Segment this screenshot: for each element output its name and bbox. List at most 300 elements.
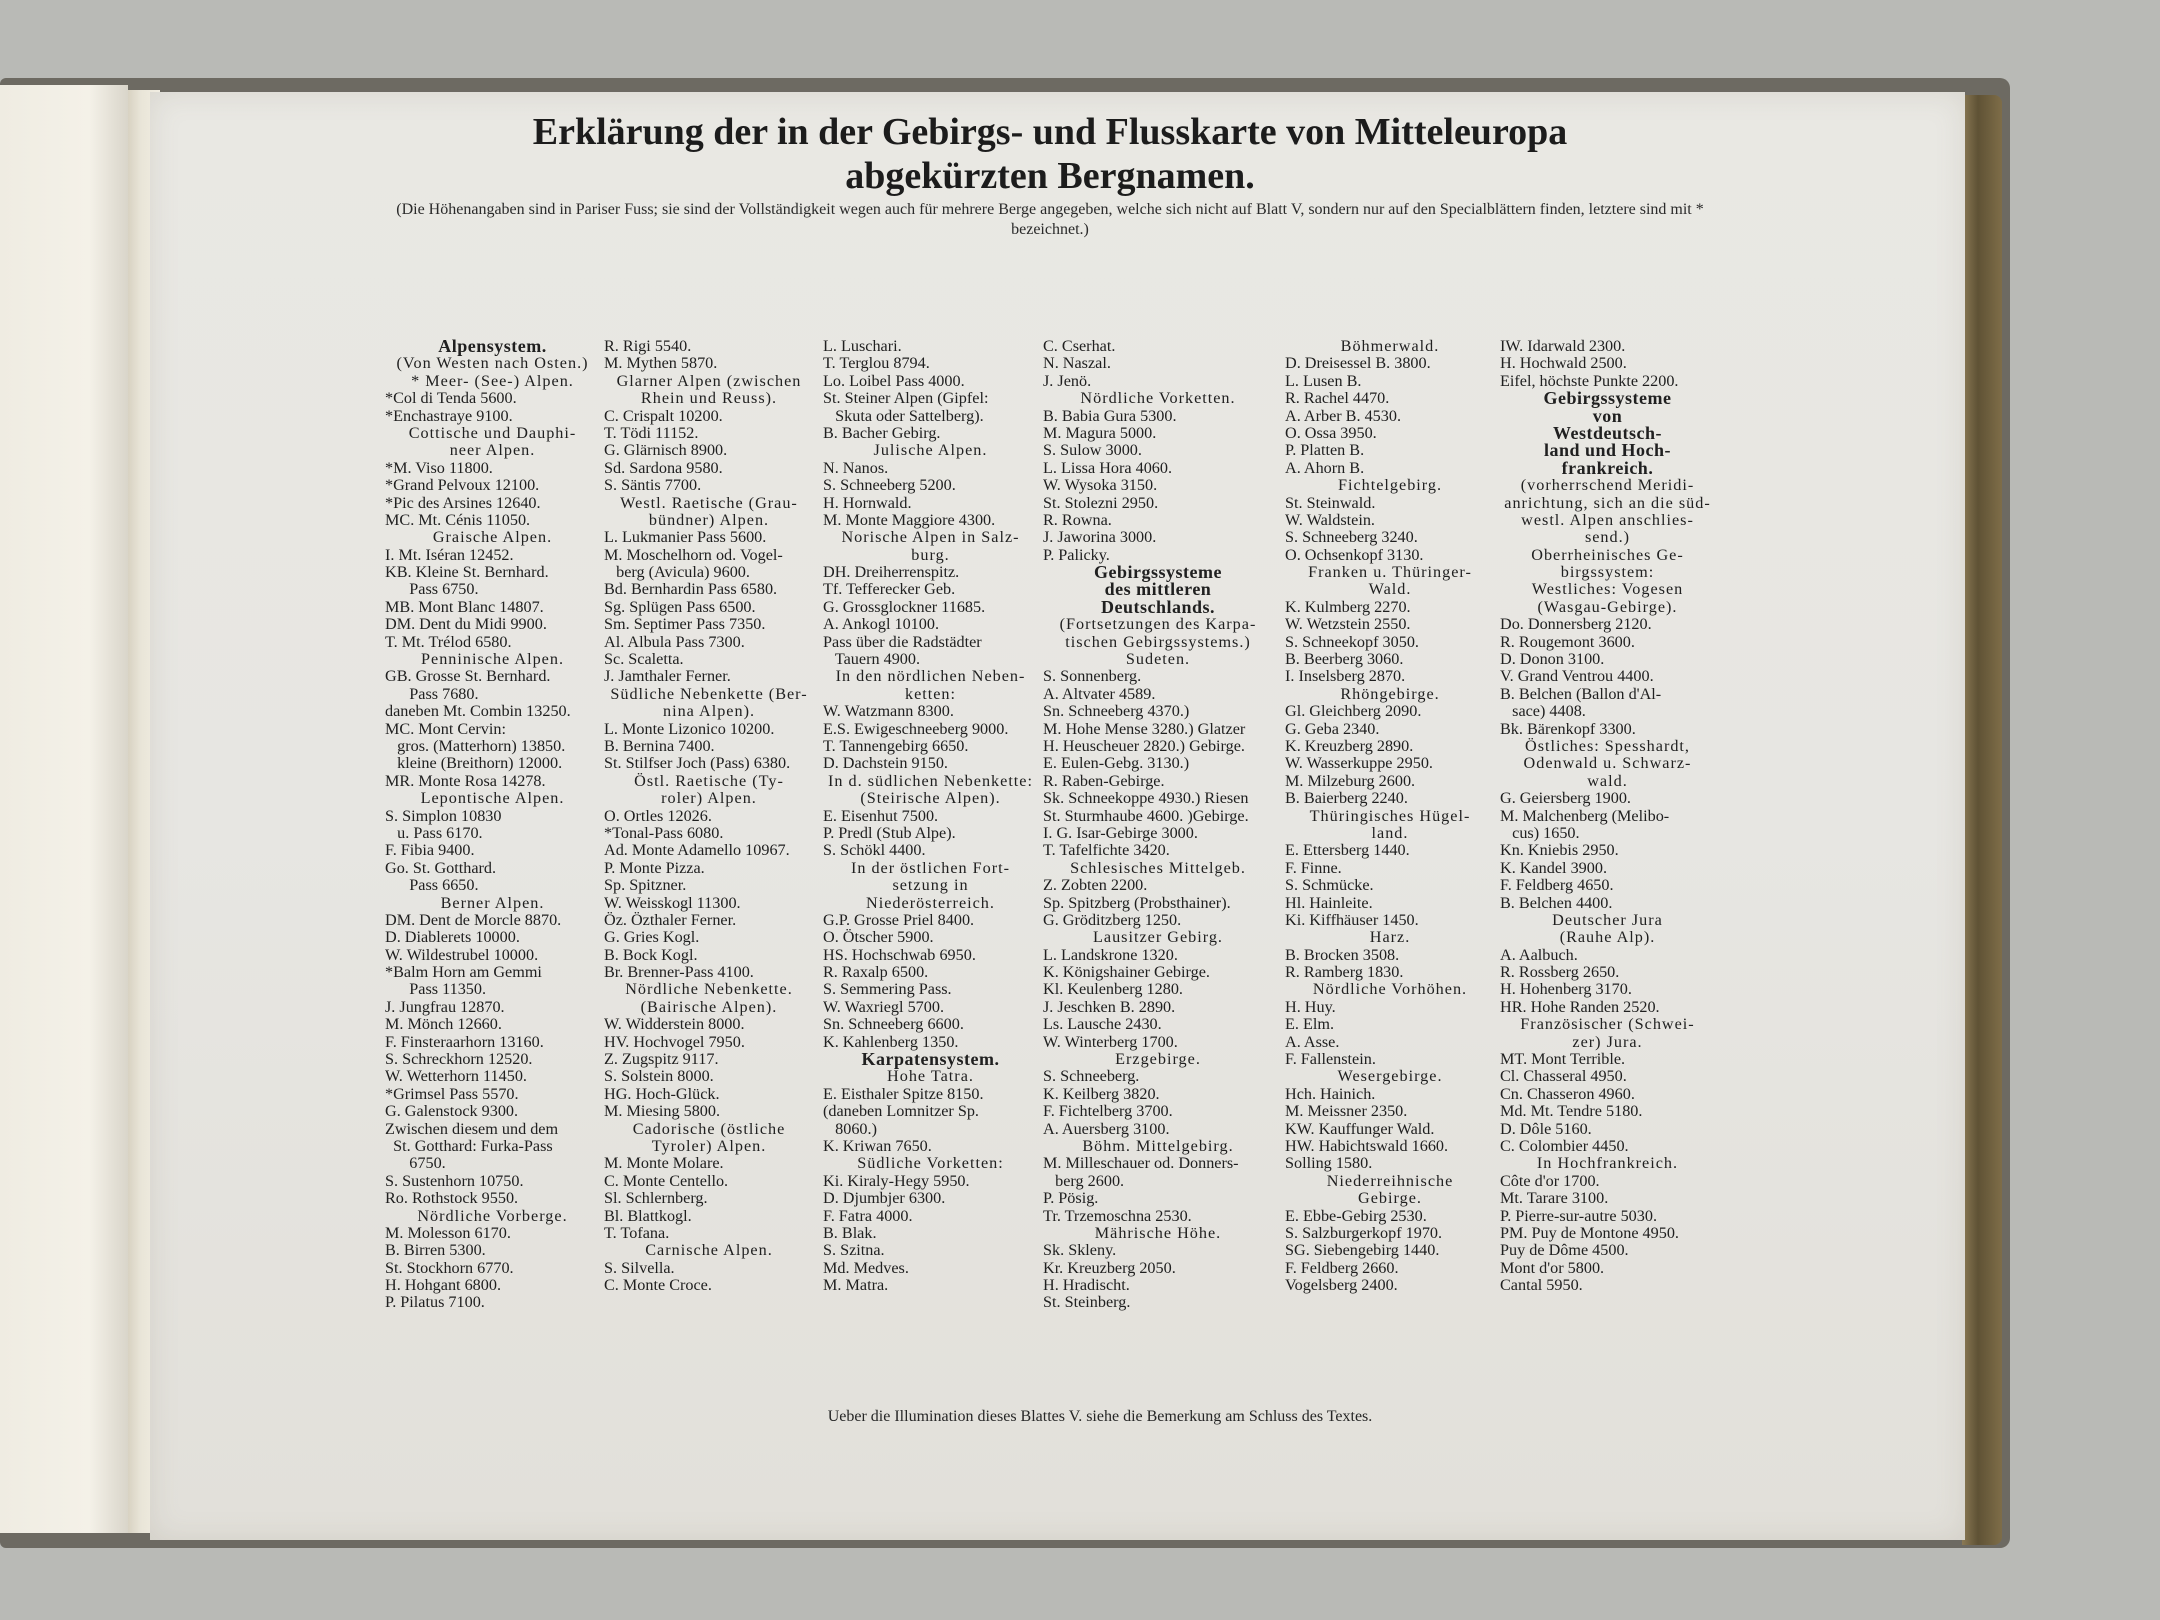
section-heading: (vorherrschend Meridi- [1520, 476, 1695, 495]
section-heading: Südliche Nebenkette (Ber- [610, 684, 808, 703]
mountain-entry: W. Waxriegl 5700. [823, 997, 944, 1016]
mountain-entry: O. Ortles 12026. [604, 806, 712, 825]
section-heading: Harz. [1369, 928, 1411, 947]
mountain-entry: D. Dôle 5160. [1500, 1119, 1592, 1138]
mountain-entry: S. Solstein 8000. [604, 1067, 714, 1086]
mountain-entry: H. Hradischt. [1043, 1276, 1130, 1295]
mountain-entry: L. Luschari. [823, 337, 902, 355]
mountain-entry: M. Monte Maggiore 4300. [823, 510, 996, 529]
mountain-entry: P. Pierre-sur-autre 5030. [1500, 1206, 1658, 1225]
mountain-entry: Kl. Keulenberg 1280. [1043, 980, 1183, 999]
mountain-entry: u. Pass 6170. [385, 823, 483, 842]
mountain-entry: Skuta oder Sattelberg). [823, 406, 984, 425]
column-4 [1043, 338, 1273, 1312]
section-heading: In den nördlichen Neben- [835, 667, 1026, 686]
mountain-entry: St. Steinberg. [1043, 1293, 1131, 1312]
mountain-entry: MT. Mont Terrible. [1500, 1050, 1626, 1069]
section-heading: (Von Westen nach Osten.) [396, 354, 589, 373]
mountain-entry: *Tonal-Pass 6080. [604, 823, 724, 842]
mountain-entry: J. Jaworina 3000. [1043, 528, 1157, 547]
mountain-entry: Hl. Hainleite. [1285, 893, 1373, 912]
section-heading: * Meer- (See-) Alpen. [411, 371, 574, 390]
subtitle-note: (Die Höhenangaben sind in Pariser Fuss; sie sind der Vollständigkeit wegen auch für mehrere Berge angegeben, welche sich nicht auf Blatt V, sondern nur auf den Specialblättern finden, letztere sind mit * bezeichnet.) [396, 201, 1704, 238]
mountain-entry: R. Rowna. [1043, 510, 1112, 529]
mountain-entry: Sd. Sardona 9580. [604, 458, 723, 477]
mountain-entry: Do. Donnersberg 2120. [1500, 615, 1652, 634]
mountain-entry: DM. Dent du Midi 9900. [385, 615, 547, 634]
section-heading: birgssystem: [1560, 563, 1655, 582]
mountain-entry: F. Fichtelberg 3700. [1043, 1102, 1173, 1121]
mountain-entry: M. Mönch 12660. [385, 1015, 502, 1034]
mountain-entry: K. Kandel 3900. [1500, 858, 1607, 877]
mountain-entry: L. Landskrone 1320. [1043, 945, 1178, 964]
mountain-entry: S. Schmücke. [1285, 876, 1374, 895]
column-3 [823, 338, 1038, 1294]
mountain-entry: *Balm Horn am Gemmi [385, 963, 542, 982]
mountain-entry: E. Eulen-Gebg. 3130.) [1043, 754, 1190, 773]
mountain-entry: B. Blak. [823, 1223, 877, 1242]
mountain-entry: E.S. Ewigeschneeberg 9000. [823, 719, 1009, 738]
column-6 [1500, 338, 1715, 1294]
section-heading: (Rauhe Alp). [1559, 928, 1656, 947]
mountain-entry: Ro. Rothstock 9550. [385, 1189, 519, 1208]
section-heading: Fichtelgebirg. [1337, 476, 1443, 495]
mountain-entry: St. Stolezni 2950. [1043, 493, 1159, 512]
mountain-entry: P. Pösig. [1043, 1189, 1099, 1208]
mountain-entry: M. Milleschauer od. Donners- [1043, 1154, 1239, 1173]
section-heading: frankreich. [1561, 457, 1654, 478]
mountain-entry: DM. Dent de Morcle 8870. [385, 910, 562, 929]
mountain-entry: J. Jenö. [1043, 371, 1092, 390]
mountain-entry: berg 2600. [1043, 1171, 1125, 1190]
section-heading: Gebirgssysteme [1094, 562, 1222, 583]
mountain-entry: St. Stilfser Joch (Pass) 6380. [604, 754, 791, 773]
mountain-entry: F. Fatra 4000. [823, 1206, 913, 1225]
mountain-entry: Pass 7680. [385, 684, 479, 703]
mountain-entry: Sl. Schlernberg. [604, 1189, 708, 1208]
mountain-entry: W. Watzmann 8300. [823, 702, 954, 721]
mountain-entry: KW. Kauffunger Wald. [1285, 1119, 1435, 1138]
mountain-entry: 6750. [385, 1154, 446, 1173]
mountain-entry: M. Malchenberg (Melibo- [1500, 806, 1670, 825]
mountain-entry: A. Asse. [1285, 1032, 1340, 1051]
left-page [0, 85, 128, 1533]
section-heading: Wesergebirge. [1337, 1067, 1443, 1086]
mountain-entry: M. Hohe Mense 3280.) Glatzer [1043, 719, 1246, 738]
mountain-entry: W. Wetterhorn 11450. [385, 1067, 527, 1086]
section-heading: (Steirische Alpen). [860, 789, 1001, 808]
mountain-entry: B. Beerberg 3060. [1285, 650, 1404, 669]
mountain-entry: S. Schreckhorn 12520. [385, 1050, 533, 1069]
mountain-entry: E. Eisenhut 7500. [823, 806, 939, 825]
mountain-entry: *Pic des Arsines 12640. [385, 493, 541, 512]
mountain-entry: Côte d'or 1700. [1500, 1171, 1600, 1190]
section-heading: Franken u. Thüringer- [1308, 563, 1472, 582]
mountain-entry: daneben Mt. Combin 13250. [385, 702, 571, 721]
mountain-entry: Cn. Chasseron 4960. [1500, 1084, 1635, 1103]
mountain-entry: S. Säntis 7700. [604, 476, 702, 495]
mountain-entry: N. Nanos. [823, 458, 889, 477]
mountain-entry: Z. Zugspitz 9117. [604, 1050, 719, 1069]
mountain-entry: Al. Albula Pass 7300. [604, 632, 745, 651]
section-heading: roler) Alpen. [661, 789, 757, 808]
mountain-entry: H. Hornwald. [823, 493, 912, 512]
mountain-entry: Pass 6750. [385, 580, 479, 599]
mountain-entry: T. Mt. Trélod 6580. [385, 632, 512, 651]
title-line-2: abgekürzten Bergnamen. [845, 155, 1255, 197]
page-title [300, 110, 1800, 198]
section-heading: Gebirgssysteme [1543, 388, 1672, 409]
section-heading: Französischer (Schwei- [1520, 1015, 1695, 1034]
mountain-entry: HS. Hochschwab 6950. [823, 945, 976, 964]
mountain-entry: E. Ebbe-Gebirg 2530. [1285, 1206, 1427, 1225]
mountain-entry: L. Lissa Hora 4060. [1043, 458, 1173, 477]
mountain-entry: Cl. Chasseral 4950. [1500, 1067, 1627, 1086]
section-heading: tischen Gebirgssystems.) [1065, 632, 1251, 651]
mountain-entry: I. G. Isar-Gebirge 3000. [1043, 823, 1198, 842]
section-heading: Niederösterreich. [866, 893, 995, 912]
section-heading: Oberrheinisches Ge- [1531, 545, 1684, 564]
mountain-entry: P. Pilatus 7100. [385, 1293, 485, 1312]
mountain-entry: G. Glärnisch 8900. [604, 441, 728, 460]
section-heading: In Hochfrankreich. [1536, 1154, 1679, 1173]
mountain-entry: Hch. Hainich. [1285, 1084, 1376, 1103]
mountain-entry: H. Hohenberg 3170. [1500, 980, 1632, 999]
mountain-entry: B. Belchen 4400. [1500, 893, 1613, 912]
mountain-entry: (daneben Lomnitzer Sp. [823, 1102, 979, 1121]
mountain-entry: gros. (Matterhorn) 13850. [385, 736, 566, 755]
mountain-entry: B. Baierberg 2240. [1285, 789, 1408, 808]
section-heading: neer Alpen. [449, 441, 536, 460]
section-heading: Westdeutsch- [1553, 422, 1662, 443]
mountain-entry: G. Geiersberg 1900. [1500, 789, 1631, 808]
mountain-entry: E. Ettersberg 1440. [1285, 841, 1410, 860]
mountain-entry: O. Ötscher 5900. [823, 928, 934, 947]
section-heading: Östliches: Spesshardt, [1525, 736, 1690, 755]
mountain-entry: MC. Mt. Cénis 11050. [385, 510, 531, 529]
mountain-entry: Cantal 5950. [1500, 1276, 1583, 1295]
section-heading: wald. [1587, 771, 1628, 790]
mountain-entry: HG. Hoch-Glück. [604, 1084, 720, 1103]
mountain-entry: Sp. Spitzner. [604, 876, 687, 895]
section-heading: Nördliche Vorketten. [1080, 389, 1236, 408]
mountain-entry: Solling 1580. [1285, 1154, 1373, 1173]
mountain-entry: Bk. Bärenkopf 3300. [1500, 719, 1636, 738]
mountain-entry: Ad. Monte Adamello 10967. [604, 841, 790, 860]
section-heading: Graische Alpen. [432, 528, 553, 547]
mountain-entry: S. Silvella. [604, 1258, 675, 1277]
mountain-entry: B. Birren 5300. [385, 1241, 486, 1260]
mountain-entry: Sg. Splügen Pass 6500. [604, 597, 756, 616]
section-heading: Erzgebirge. [1115, 1050, 1201, 1069]
section-heading: anrichtung, sich an die süd- [1504, 493, 1711, 512]
mountain-entry: G. Grossglockner 11685. [823, 597, 986, 616]
mountain-entry: M. Miesing 5800. [604, 1102, 721, 1121]
mountain-entry: K. Kriwan 7650. [823, 1136, 932, 1155]
mountain-entry: F. Feldberg 4650. [1500, 876, 1614, 895]
mountain-entry: M. Moschelhorn od. Vogel- [604, 545, 783, 564]
mountain-entry: K. Kahlenberg 1350. [823, 1032, 959, 1051]
mountain-entry: I. Inselsberg 2870. [1285, 667, 1406, 686]
mountain-entry: K. Königshainer Gebirge. [1043, 963, 1210, 982]
mountain-entry: G. Galenstock 9300. [385, 1102, 519, 1121]
mountain-entry: F. Feldberg 2660. [1285, 1258, 1399, 1277]
section-heading: Südliche Vorketten: [857, 1154, 1004, 1173]
mountain-entry: *Grimsel Pass 5570. [385, 1084, 519, 1103]
mountain-entry: cus) 1650. [1500, 823, 1580, 842]
mountain-entry: S. Szitna. [823, 1241, 885, 1260]
mountain-entry: Sn. Schneeberg 4370.) [1043, 702, 1190, 721]
section-heading: Nördliche Nebenkette. [625, 980, 793, 999]
mountain-entry: C. Monte Centello. [604, 1171, 729, 1190]
section-heading: burg. [911, 545, 950, 564]
mountain-entry: Sn. Schneeberg 6600. [823, 1015, 964, 1034]
section-heading: Wald. [1368, 580, 1412, 599]
mountain-entry: D. Diablerets 10000. [385, 928, 520, 947]
mountain-entry: T. Tödi 11152. [604, 423, 699, 442]
title-line-1: Erklärung der in der Gebirgs- und Flusskarte von Mitteleuropa [532, 111, 1568, 153]
mountain-entry: I. Mt. Iséran 12452. [385, 545, 514, 564]
mountain-entry: M. Magura 5000. [1043, 423, 1157, 442]
mountain-entry: berg (Avicula) 9600. [604, 563, 750, 582]
mountain-entry: Bl. Blattkogl. [604, 1206, 692, 1225]
mountain-entry: Mont d'or 5800. [1500, 1258, 1605, 1277]
mountain-entry: R. Rachel 4470. [1285, 389, 1390, 408]
mountain-entry: HW. Habichtswald 1660. [1285, 1136, 1449, 1155]
section-heading: Hohe Tatra. [887, 1067, 974, 1086]
mountain-entry: T. Tofana. [604, 1223, 670, 1242]
mountain-entry: S. Sulow 3000. [1043, 441, 1142, 460]
mountain-entry: A. Ahorn B. [1285, 458, 1365, 477]
mountain-entry: kleine (Breithorn) 12000. [385, 754, 563, 773]
mountain-entry: R. Rougemont 3600. [1500, 632, 1635, 651]
mountain-entry: St. Steiner Alpen (Gipfel: [823, 389, 989, 408]
section-heading: Nördliche Vorhöhen. [1312, 980, 1468, 999]
mountain-entry: D. Dreisessel B. 3800. [1285, 354, 1431, 373]
mountain-entry: M. Mythen 5870. [604, 354, 718, 373]
mountain-entry: A. Ankogl 10100. [823, 615, 940, 634]
mountain-entry: sace) 4408. [1500, 702, 1586, 721]
section-heading: bündner) Alpen. [648, 510, 770, 529]
section-heading: (Wasgau-Gebirge). [1537, 597, 1678, 616]
mountain-entry: Sp. Spitzberg (Probsthainer). [1043, 893, 1231, 912]
mountain-entry: IW. Idarwald 2300. [1500, 337, 1626, 355]
mountain-entry: PM. Puy de Montone 4950. [1500, 1223, 1679, 1242]
section-heading: Cadorische (östliche [632, 1119, 786, 1138]
mountain-entry: *Grand Pelvoux 12100. [385, 476, 540, 495]
section-heading: Mährische Höhe. [1094, 1223, 1222, 1242]
section-heading: Nördliche Vorberge. [417, 1206, 568, 1225]
mountain-entry: P. Predl (Stub Alpe). [823, 823, 956, 842]
mountain-entry: Ki. Kiffhäuser 1450. [1285, 910, 1419, 929]
mountain-entry: Sc. Scaletta. [604, 650, 684, 669]
mountain-entry: Gl. Gleichberg 2090. [1285, 702, 1422, 721]
mountain-entry: Md. Mt. Tendre 5180. [1500, 1102, 1643, 1121]
section-heading: In d. südlichen Nebenkette: [827, 771, 1033, 790]
mountain-entry: Eifel, höchste Punkte 2200. [1500, 371, 1679, 390]
mountain-entry: O. Ochsenkopf 3130. [1285, 545, 1424, 564]
mountain-entry: GB. Grosse St. Bernhard. [385, 667, 551, 686]
mountain-entry: Pass 11350. [385, 980, 487, 999]
column-5 [1285, 338, 1495, 1294]
mountain-entry: S. Schneeberg 5200. [823, 476, 956, 495]
mountain-entry: P. Platten B. [1285, 441, 1365, 460]
mountain-entry: HR. Hohe Randen 2520. [1500, 997, 1660, 1016]
mountain-entry: W. Wysoka 3150. [1043, 476, 1158, 495]
mountain-entry: Öz. Özthaler Ferner. [604, 910, 737, 929]
section-heading: Gebirge. [1358, 1189, 1422, 1208]
mountain-entry: A. Aalbuch. [1500, 945, 1578, 964]
column-2 [604, 338, 814, 1294]
column-1 [385, 338, 600, 1312]
mountain-entry: MB. Mont Blanc 14807. [385, 597, 544, 616]
mountain-entry: St. Stockhorn 6770. [385, 1258, 514, 1277]
mountain-entry: A. Auersberg 3100. [1043, 1119, 1170, 1138]
section-heading: setzung in [892, 876, 969, 895]
mountain-entry: Vogelsberg 2400. [1285, 1276, 1398, 1295]
mountain-entry: Md. Medves. [823, 1258, 909, 1277]
mountain-entry: T. Terglou 8794. [823, 354, 930, 373]
mountain-entry: C. Crispalt 10200. [604, 406, 723, 425]
mountain-entry: D. Dachstein 9150. [823, 754, 948, 773]
mountain-entry: D. Donon 3100. [1500, 650, 1605, 669]
section-heading: send.) [1584, 528, 1631, 547]
mountain-entry: Lo. Loibel Pass 4000. [823, 371, 965, 390]
section-heading: Carnische Alpen. [645, 1241, 773, 1260]
mountain-entry: S. Salzburgerkopf 1970. [1285, 1223, 1443, 1242]
mountain-entry: D. Djumbjer 6300. [823, 1189, 946, 1208]
mountain-entry: K. Kreuzberg 2890. [1285, 736, 1414, 755]
mountain-entry: G.P. Grosse Priel 8400. [823, 910, 975, 929]
mountain-entry: S. Schneeberg 3240. [1285, 528, 1418, 547]
mountain-entry: L. Lusen B. [1285, 371, 1362, 390]
mountain-entry: *M. Viso 11800. [385, 458, 493, 477]
mountain-entry: J. Jeschken B. 2890. [1043, 997, 1176, 1016]
mountain-entry: R. Raben-Gebirge. [1043, 771, 1165, 790]
mountain-entry: J. Jamthaler Ferner. [604, 667, 731, 686]
mountain-entry: Zwischen diesem und dem [385, 1119, 559, 1138]
mountain-entry: Tr. Trzemoschna 2530. [1043, 1206, 1192, 1225]
mountain-entry: DH. Dreiherrenspitz. [823, 563, 960, 582]
mountain-entry: S. Sonnenberg. [1043, 667, 1142, 686]
mountain-entry: G. Gröditzberg 1250. [1043, 910, 1182, 929]
mountain-entry: T. Tafelfichte 3420. [1043, 841, 1170, 860]
mountain-entry: W. Winterberg 1700. [1043, 1032, 1178, 1051]
section-heading: Deutscher Jura [1552, 910, 1663, 929]
mountain-entry: V. Grand Ventrou 4400. [1500, 667, 1654, 686]
mountain-entry: B. Bacher Gebirg. [823, 423, 941, 442]
mountain-entry: W. Wildestrubel 10000. [385, 945, 539, 964]
mountain-entry: G. Gries Kogl. [604, 928, 700, 947]
mountain-entry: Z. Zobten 2200. [1043, 876, 1148, 895]
section-heading: Julische Alpen. [873, 441, 988, 460]
mountain-entry: B. Bernina 7400. [604, 736, 715, 755]
mountain-entry: C. Colombier 4450. [1500, 1136, 1629, 1155]
section-heading: Cottische und Dauphi- [408, 423, 577, 442]
section-heading: Odenwald u. Schwarz- [1523, 754, 1692, 773]
mountain-entry: R. Ramberg 1830. [1285, 963, 1404, 982]
section-heading: (Fortsetzungen des Karpa- [1059, 615, 1257, 634]
mountain-entry: B. Brocken 3508. [1285, 945, 1400, 964]
mountain-entry: B. Bock Kogl. [604, 945, 698, 964]
mountain-entry: Kr. Kreuzberg 2050. [1043, 1258, 1176, 1277]
mountain-entry: Tauern 4900. [823, 650, 921, 669]
mountain-entry: H. Heuscheuer 2820.) Gebirge. [1043, 736, 1245, 755]
mountain-entry: F. Fallenstein. [1285, 1050, 1376, 1069]
mountain-entry: T. Tannengebirg 6650. [823, 736, 969, 755]
mountain-entry: Tf. Tefferecker Geb. [823, 580, 956, 599]
mountain-entry: Ki. Kiraly-Hegy 5950. [823, 1171, 970, 1190]
mountain-entry: B. Belchen (Ballon d'Al- [1500, 684, 1662, 703]
mountain-entry: A. Arber B. 4530. [1285, 406, 1401, 425]
mountain-entry: SG. Siebengebirg 1440. [1285, 1241, 1440, 1260]
mountain-entry: H. Huy. [1285, 997, 1336, 1016]
section-heading: Penninische Alpen. [421, 650, 564, 669]
mountain-entry: Sk. Skleny. [1043, 1241, 1117, 1260]
mountain-entry: K. Kulmberg 2270. [1285, 597, 1411, 616]
mountain-entry: Br. Brenner-Pass 4100. [604, 963, 754, 982]
mountain-entry: F. Fibia 9400. [385, 841, 475, 860]
mountain-entry: MR. Monte Rosa 14278. [385, 771, 546, 790]
mountain-entry: F. Finsteraarhorn 13160. [385, 1032, 544, 1051]
section-heading: land. [1371, 823, 1409, 842]
mountain-entry: Puy de Dôme 4500. [1500, 1241, 1629, 1260]
section-heading: Glarner Alpen (zwischen [616, 371, 802, 390]
mountain-entry: MC. Mont Cervin: [385, 719, 506, 738]
section-heading: Rhein und Reuss). [640, 389, 778, 408]
mountain-entry: E. Elm. [1285, 1015, 1335, 1034]
section-heading: Berner Alpen. [440, 893, 545, 912]
section-heading: Thüringisches Hügel- [1309, 806, 1471, 825]
section-heading: Rhöngebirge. [1340, 684, 1440, 703]
mountain-entry: M. Milzeburg 2600. [1285, 771, 1416, 790]
mountain-entry: *Enchastraye 9100. [385, 406, 513, 425]
mountain-entry: Mt. Tarare 3100. [1500, 1189, 1609, 1208]
mountain-entry: E. Eisthaler Spitze 8150. [823, 1084, 984, 1103]
mountain-entry: S. Semmering Pass. [823, 980, 952, 999]
mountain-entry: S. Simplon 10830 [385, 806, 502, 825]
mountain-entry: Pass über die Radstädter [823, 632, 982, 651]
mountain-entry: H. Hochwald 2500. [1500, 354, 1627, 373]
mountain-entry: J. Jungfrau 12870. [385, 997, 505, 1016]
mountain-entry: S. Schneekopf 3050. [1285, 632, 1419, 651]
mountain-entry: P. Palicky. [1043, 545, 1110, 564]
mountain-entry: *Col di Tenda 5600. [385, 389, 517, 408]
mountain-entry: K. Keilberg 3820. [1043, 1084, 1160, 1103]
mountain-entry: S. Schneeberg. [1043, 1067, 1140, 1086]
mountain-entry: M. Molesson 6170. [385, 1223, 511, 1242]
section-heading: zer) Jura. [1572, 1032, 1643, 1051]
page-edges [1962, 95, 2002, 1545]
mountain-entry: M. Monte Molare. [604, 1154, 724, 1173]
mountain-entry: A. Altvater 4589. [1043, 684, 1156, 703]
section-heading: nina Alpen). [662, 702, 756, 721]
section-heading: Sudeten. [1125, 650, 1191, 669]
section-heading: Niederreihnische [1326, 1171, 1454, 1190]
mountain-entry: M. Matra. [823, 1276, 889, 1295]
mountain-entry: St. Steinwald. [1285, 493, 1376, 512]
section-heading: Schlesisches Mittelgeb. [1070, 858, 1246, 877]
section-heading: land und Hoch- [1543, 440, 1672, 461]
mountain-entry: R. Rossberg 2650. [1500, 963, 1620, 982]
section-heading: Norische Alpen in Salz- [841, 528, 1020, 547]
mountain-entry: Go. St. Gotthard. [385, 858, 497, 877]
section-heading: Westl. Raetische (Grau- [620, 493, 798, 512]
mountain-entry: W. Wasserkuppe 2950. [1285, 754, 1433, 773]
mountain-entry: 8060.) [823, 1119, 877, 1138]
mountain-entry: Ls. Lausche 2430. [1043, 1015, 1162, 1034]
section-heading: von [1592, 405, 1623, 426]
